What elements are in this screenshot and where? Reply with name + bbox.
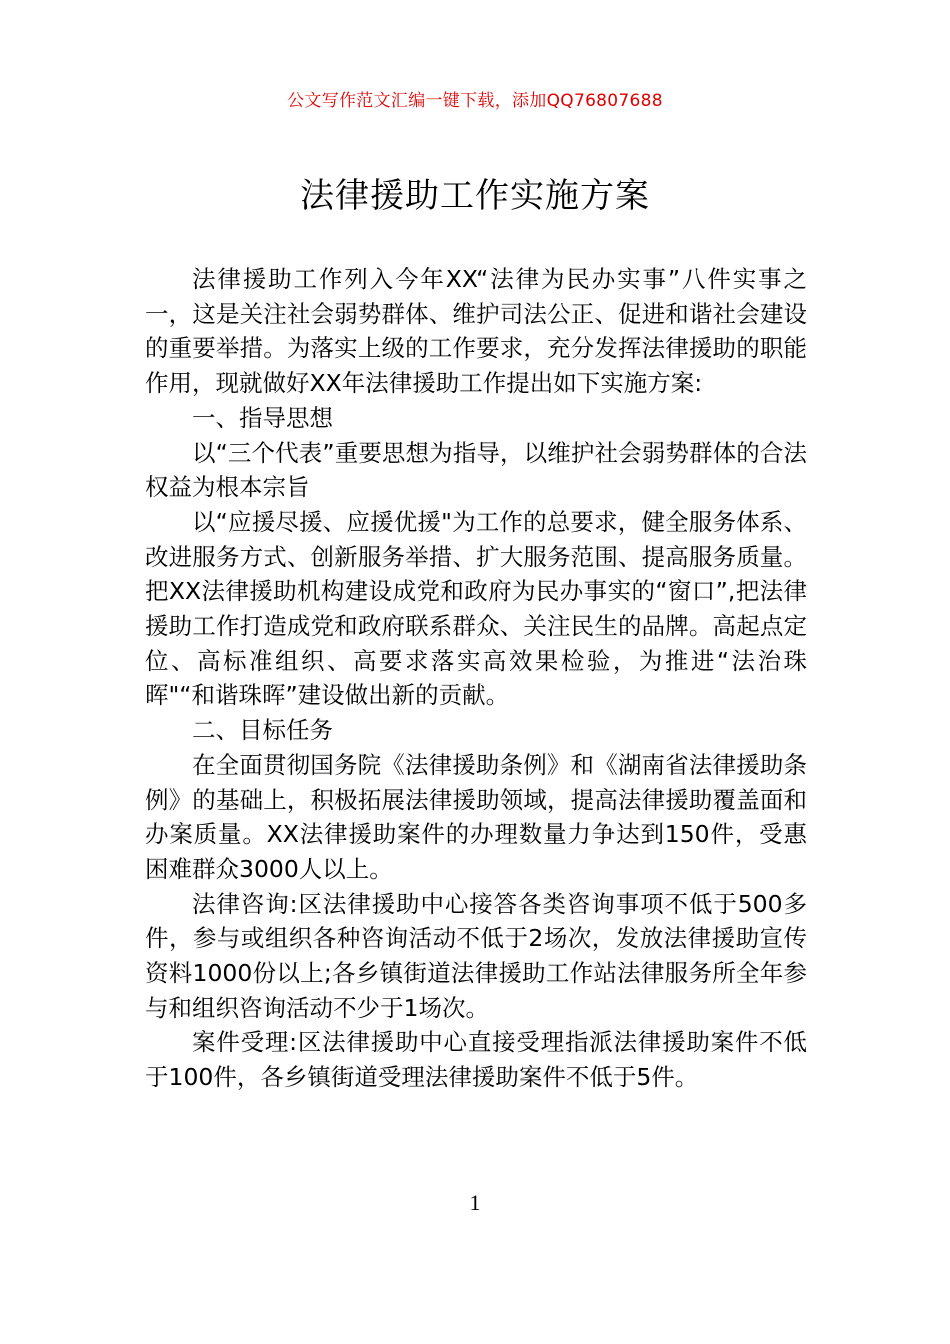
paragraph-case-acceptance: 案件受理:区法律援助中心直接受理指派法律援助案件不低于100件，各乡镇街道受理法律援助案件不低于5件。 <box>145 1028 807 1092</box>
header-note: 公文写作范文汇编一键下载，添加QQ76807688 <box>287 91 663 111</box>
section-heading-guiding-ideology: 一、指导思想 <box>192 403 333 432</box>
document-title: 法律援助工作实施方案 <box>300 176 650 216</box>
section-heading-goals: 二、目标任务 <box>192 716 333 745</box>
paragraph-legal-consultation: 法律咨询:区法律援助中心接答各类咨询事项不低于500多件，参与或组织各种咨询活动不低于2场次，发放法律援助宣传资料1000份以上;各乡镇街道法律援助工作站法律服务所全年参与和组织咨询活动不少于1场次。 <box>145 889 807 1022</box>
page-number: 1 <box>469 1190 481 1215</box>
paragraph-intro: 法律援助工作列入今年XX“法律为民办实事”八件实事之一，这是关注社会弱势群体、维护司法公正、促进和谐社会建设的重要举措。为落实上级的工作要求，充分发挥法律援助的职能作用，现就做好XX年法律援助工作提出如下实施方案: <box>145 265 807 398</box>
paragraph-goals: 在全面贯彻国务院《法律援助条例》和《湖南省法律援助条例》的基础上，积极拓展法律援助领域，提高法律援助覆盖面和办案质量。XX法律援助案件的办理数量力争达到150件，受惠困难群众3000人以上。 <box>145 750 807 883</box>
paragraph-guiding-2: 以“应援尽援、应援优援"为工作的总要求，健全服务体系、改进服务方式、创新服务举措、扩大服务范围、提高服务质量。把XX法律援助机构建设成党和政府为民办事实的“窗口”,把法律援助工作打造成党和政府联系群众、关注民生的品牌。高起点定位、高标准组织、高要求落实高效果检验，为推进“法治珠晖"“和谐珠晖”建设做出新的贡献。 <box>145 507 807 710</box>
document-body <box>145 262 807 1095</box>
paragraph-guiding-1: 以“三个代表”重要思想为指导，以维护社会弱势群体的合法权益为根本宗旨 <box>145 438 807 502</box>
